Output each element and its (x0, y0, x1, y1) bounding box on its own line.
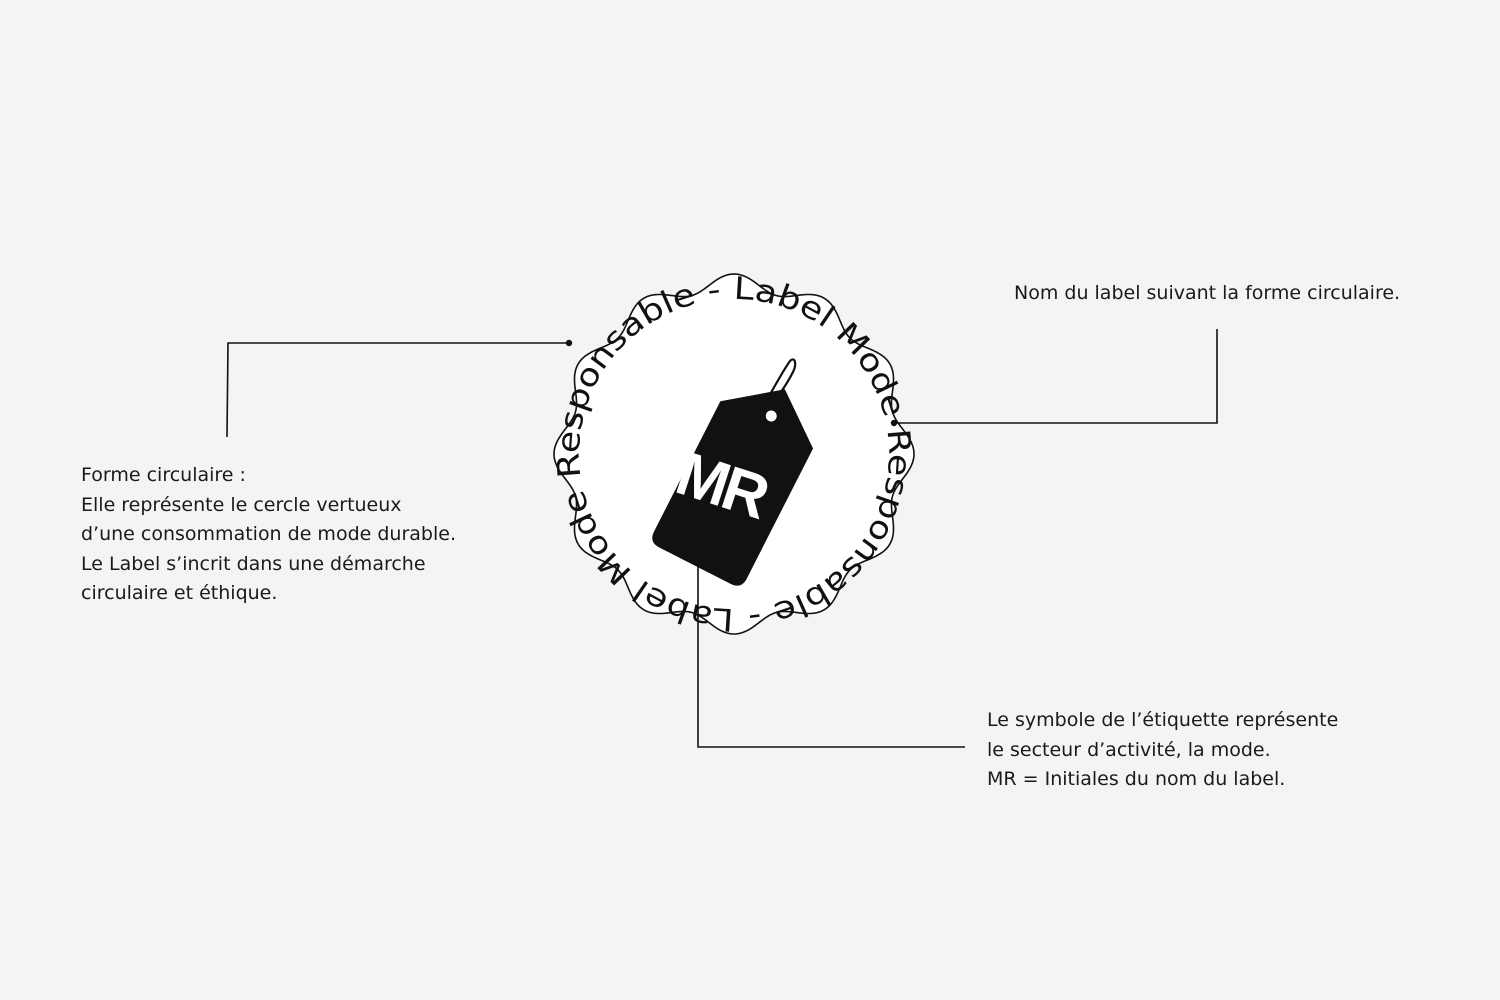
annotation-line: circulaire et éthique. (81, 582, 278, 604)
annotation-label-name (1014, 279, 1400, 309)
badge-ring-textpath: Label Mode Responsable - Label Mode Responsable - (550, 270, 918, 638)
annotation-tag-symbol (987, 706, 1338, 795)
leader-line-name (894, 329, 1217, 423)
annotation-line: Elle représente le cercle vertueux (81, 493, 402, 516)
leader-dot-name (891, 420, 897, 426)
annotation-line: MR = Initiales du nom du label. (987, 768, 1286, 790)
annotation-line: le secteur d’activité, la mode. (987, 738, 1271, 761)
tag-monogram: MR (668, 438, 774, 532)
annotation-line: Le symbole de l’étiquette représente (987, 709, 1339, 731)
annotation-line: d’une consommation de mode durable. (81, 523, 456, 545)
annotation-circular-shape (81, 461, 456, 609)
leader-line-form (227, 343, 569, 437)
annotation-line: Le Label s’incrit dans une démarche (81, 552, 426, 575)
annotation-line: Nom du label suivant la forme circulaire. (1014, 282, 1401, 304)
annotation-line: Forme circulaire : (81, 464, 246, 486)
leader-dot-form (566, 340, 572, 346)
